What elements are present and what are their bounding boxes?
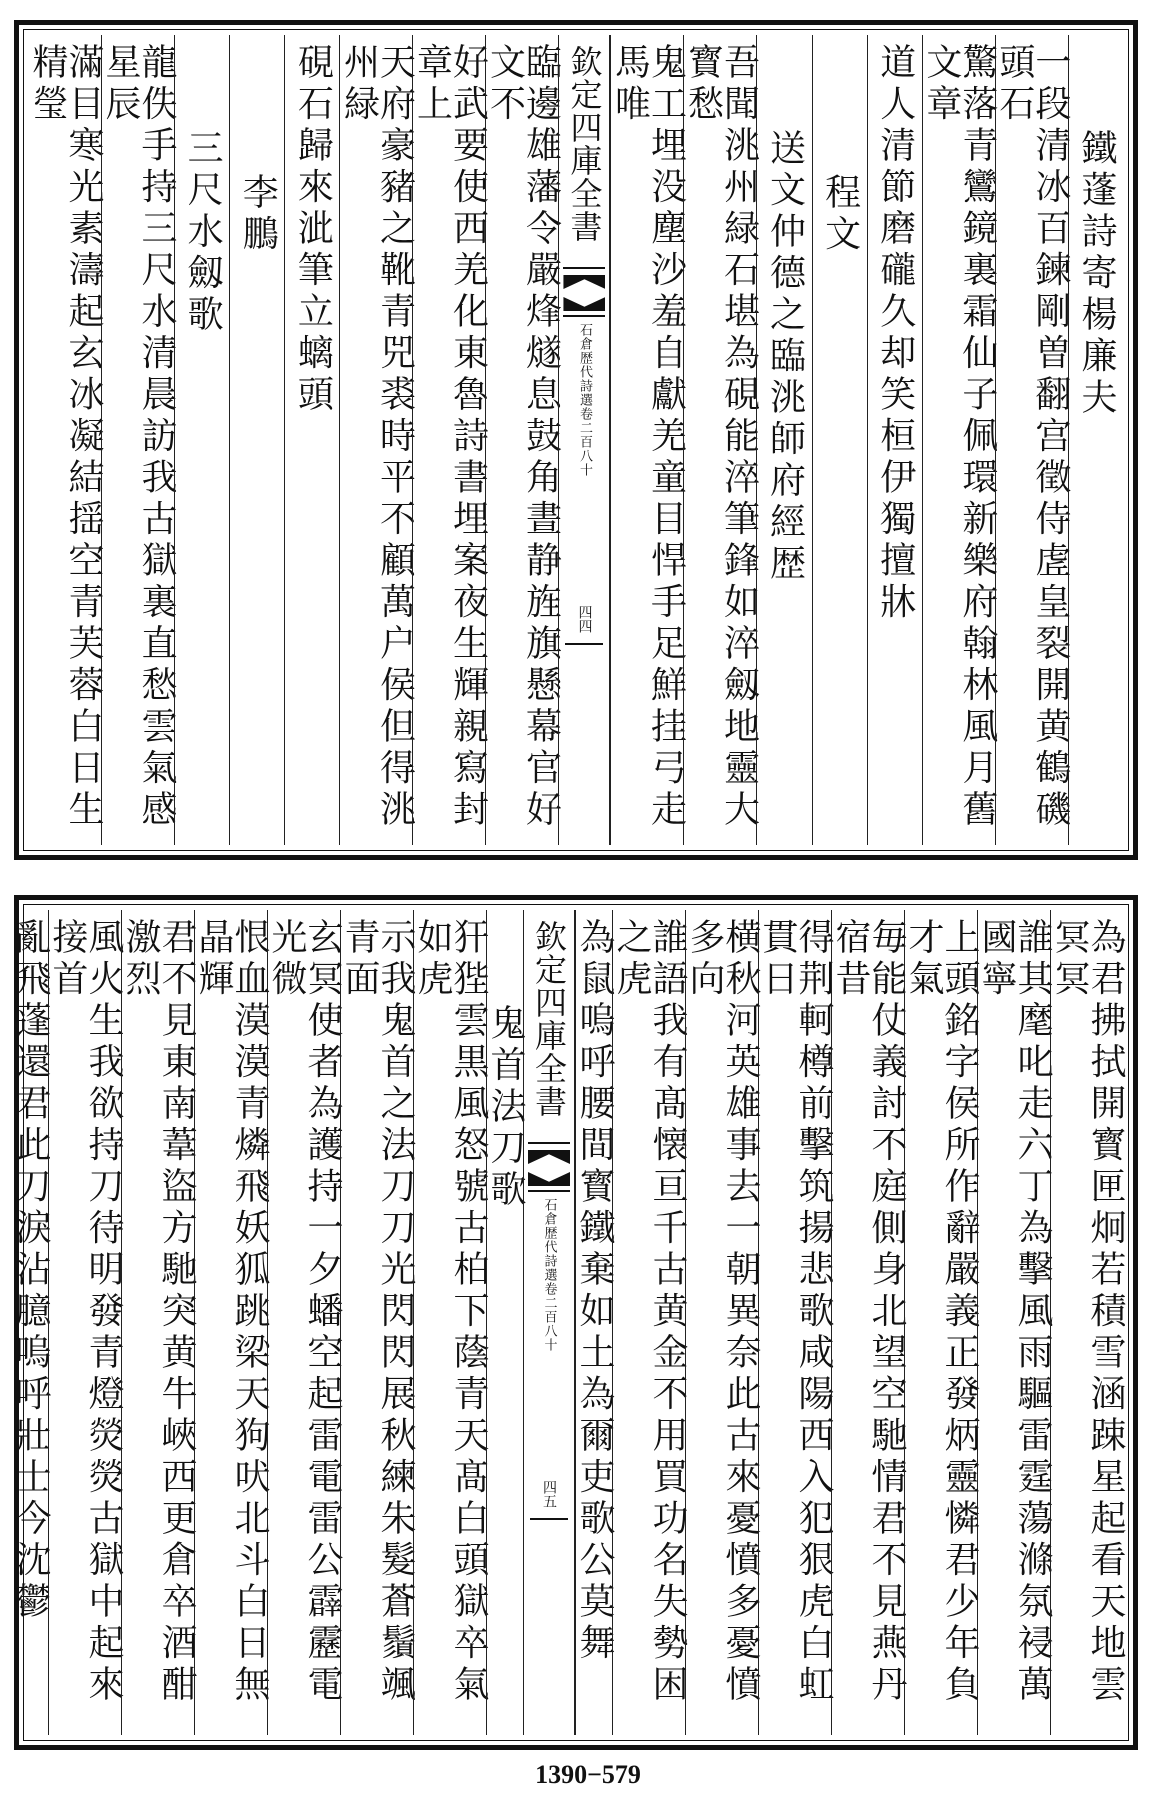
collection-title: 石倉歴代詩選 [576, 323, 592, 407]
text-column: 横秋河英雄事去一朝異奈此古來憂憤多憂憤多向 [685, 910, 758, 1735]
text-column: 滿目寒光素濤起玄冰凝結揺空青芙蓉白日生精瑩 [27, 43, 105, 832]
text-column: 天府豪豬之靴青兕裘時平不顧萬户侯但得洮州緑 [339, 35, 412, 845]
folio-number: 四五 [541, 1480, 557, 1508]
text-column: 誰其麾叱走六丁為擊風雨驅雷霆蕩滌氛祲萬國寧 [977, 910, 1050, 1735]
text-column: 為君拂拭開寳匣炯若積雪涵踈星起看天地雲冥冥 [1050, 910, 1123, 1735]
text-column: 龍佚手持三尺水清晨訪我古獄裏直愁雲氣感星辰 [101, 35, 174, 845]
center-fold [523, 910, 575, 1735]
top-columns [29, 35, 1123, 845]
folio-number: 四四 [576, 605, 593, 633]
volume-number: 卷二百八十 [541, 1282, 557, 1352]
text-column: 一段清冰百鍊剛曽翻宫徵侍虗皇裂開黄鶴磯頭石 [995, 35, 1068, 845]
center-subtitle [524, 1198, 574, 1352]
collection-title: 石倉歴代詩選 [541, 1198, 557, 1282]
text-column: 得荆軻樽前擊筑揚悲歌咸陽西入犯狠虎白虹貫日 [758, 910, 831, 1735]
volume-number: 卷二百八十 [576, 407, 592, 477]
fish-tail-mark [528, 1142, 570, 1192]
author-column: 李鵬 [229, 35, 284, 845]
text-column: 犴狴雲黒風怒號古柏下蔭青天髙白頭獄卒氣如虎 [413, 910, 486, 1735]
text-column: 君不見東南葦盜方馳突黄牛峽西更倉卒酒酣激烈 [121, 910, 194, 1735]
top-page [14, 20, 1138, 860]
page-number: 1390−579 [535, 1760, 641, 1789]
center-rule [565, 643, 603, 645]
author-column: 程文 [812, 35, 867, 845]
center-rule [530, 1518, 568, 1520]
text-column: 道人清節磨礲久却笑桓伊獨擅牀 [867, 35, 922, 845]
text-column: 驚落青鸞鏡裏霜仙子佩環新樂府翰林風月舊文章 [922, 35, 995, 845]
text-column: 好武要使西羌化東魯詩書埋案夜生輝親寫封章上 [412, 35, 485, 845]
center-fold [558, 35, 610, 845]
text-column: 玄冥使者為護持一夕蟠空起雷電雷公霹靂電光微 [267, 910, 340, 1735]
text-column: 毎能仗義討不庭側身北望空馳情君不見燕丹宿昔 [831, 910, 904, 1735]
center-subtitle [559, 323, 609, 477]
text-column: 鐵蓬詩寄楊廉夫 [1068, 35, 1123, 845]
text-column: 風火生我欲持刀待明發青燈熒熒古獄中起來接首 [48, 910, 121, 1735]
text-column: 恨血漠漠青燐飛妖狐跳梁天狗吠北斗白日無晶輝 [194, 910, 267, 1735]
text-column: 吾聞洮州緑石堪為硯能淬筆鋒如淬劔地靈大寳愁 [683, 35, 756, 845]
text-column: 硯石歸來泚筆立螭頭 [284, 35, 339, 845]
text-column: 示我鬼首之法刀刀光閃閃展秋練朱髮蒼鬚颯青面 [340, 910, 413, 1735]
poem-title-column: 三尺水劔歌 [174, 35, 229, 845]
fish-tail-mark [563, 267, 605, 317]
text-column: 誰語我有髙懐亘千古黄金不用買功名失勢困之虎 [612, 910, 685, 1735]
text-column: 臨邊雄藩令嚴烽燧息鼓角晝静旌旗懸幕官好文不 [485, 35, 558, 845]
book-title-banner: 欽定四庫全書 [565, 45, 604, 243]
poem-title-column: 鬼首法刀歌 [486, 910, 523, 1735]
bottom-page [10, 895, 1138, 1750]
text-column: 上頭銘字侯所作辭嚴義正發炳靈憐君少年負才氣 [904, 910, 977, 1735]
text-column: 亂飛蓬還君此刀淚沾臆嗚呼壯士今沈鬱 [10, 918, 51, 1624]
text-column: 為鼠嗚呼腰間寳鐵棄如土為爾吏歌公莫舞 [575, 910, 612, 1735]
book-title-banner: 欽定四庫全書 [530, 920, 568, 1118]
poem-title-column: 送文仲德之臨洮師府經歴 [756, 35, 811, 845]
text-column: 鬼工埋没塵沙羞自獻羌童目悍手足鮮挂弓走馬唯 [610, 35, 683, 845]
bottom-columns [10, 910, 1126, 1735]
